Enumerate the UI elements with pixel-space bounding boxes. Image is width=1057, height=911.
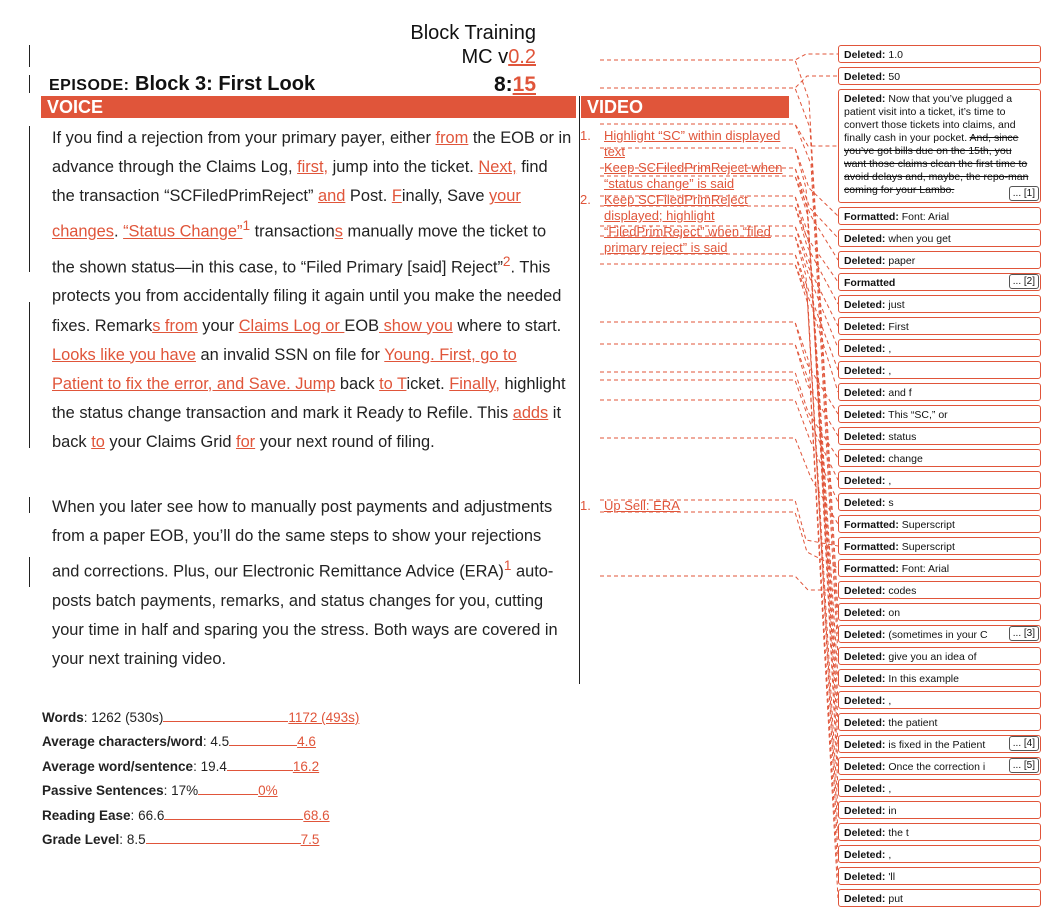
inserted-text: Young. First, go to Patient to fix the error, and Save. Jump (52, 345, 517, 393)
comment-text: change (888, 453, 923, 465)
comment-kind: Deleted: (844, 431, 886, 443)
inserted-text: first, (297, 158, 329, 177)
formatting-comment[interactable] (838, 273, 1041, 291)
deletion-comment[interactable] (838, 471, 1041, 489)
deletion-comment[interactable] (838, 669, 1041, 687)
stat-new-value: 7.5 (300, 832, 320, 848)
inserted-text: from (435, 129, 469, 147)
note-number (580, 160, 604, 192)
comment-kind: Deleted: (844, 49, 886, 61)
voice-paragraph-1 (52, 124, 572, 457)
change-underline (163, 721, 288, 722)
body-text: manually move the ticket to the shown status—in this case, to “Filed Primary [said] Reject” (52, 222, 547, 277)
inserted-text: “Status Change” (123, 222, 243, 241)
inserted-text: adds (512, 403, 549, 422)
inserted-text: Looks like you have (52, 345, 196, 364)
stat-old-value: 17% (171, 783, 199, 799)
stat-row: Average characters/word: 4.5 4.6 (42, 730, 359, 754)
expand-comment-button[interactable]: ... [3] (1009, 626, 1039, 641)
change-underline (146, 843, 301, 844)
stat-old-value: 19.4 (200, 758, 227, 774)
deletion-comment[interactable] (838, 427, 1041, 445)
comment-text: paper (888, 255, 916, 267)
comment-text: 1.0 (888, 49, 903, 61)
document-title: Block Training (410, 22, 536, 44)
stat-label: Passive Sentences (42, 783, 164, 799)
inserted-text: s (334, 222, 343, 241)
deletion-comment[interactable] (838, 867, 1041, 885)
body-text: icket. (406, 374, 450, 393)
inserted-text: to T (379, 374, 407, 393)
footnote-marker: 1 (242, 218, 251, 234)
body-text: auto-posts batch payments, remarks, and status changes for you, cutting your time in half and sparing you the stress. Both ways are covered in your next training video. (52, 562, 558, 668)
comment-kind: Deleted: (844, 607, 886, 619)
footnote-marker: 2 (502, 253, 511, 269)
readability-stats (42, 706, 359, 852)
stat-label: Grade Level (42, 832, 120, 848)
comment-kind: Deleted: (844, 717, 886, 729)
comment-kind: Deleted: (844, 849, 886, 861)
stat-row: Reading Ease: 66.6 68.6 (42, 804, 359, 828)
body-text: jump into the ticket. (328, 158, 479, 177)
comment-kind: Deleted: (844, 673, 886, 685)
episode-heading: EPISODE: Block 3: First Look (49, 73, 316, 95)
inserted-text: for (236, 432, 256, 451)
comment-text: status (888, 431, 917, 443)
comment-text: 50 (888, 71, 901, 83)
comment-kind: Deleted: (844, 343, 886, 355)
stat-new-value: 4.6 (297, 734, 316, 750)
comment-text: codes (888, 585, 917, 597)
deletion-comment[interactable] (838, 493, 1041, 511)
body-text: transaction (250, 222, 335, 241)
deletion-comment[interactable] (838, 45, 1041, 63)
body-text: . This protects you from accidentally filing it again until you make the needed fixes. Remark (52, 258, 562, 335)
deletion-comment[interactable] (838, 779, 1041, 797)
comment-kind: Formatted: (844, 211, 899, 223)
stat-label: Average characters/word (42, 734, 203, 750)
comment-kind: Deleted: (844, 255, 886, 267)
comment-text: on (888, 607, 901, 619)
body-text: Post. (345, 187, 392, 206)
stat-row: Words: 1262 (530s) 1172 (493s) (42, 706, 359, 730)
comment-kind: Deleted: (844, 761, 886, 773)
comment-text: the t (888, 827, 909, 839)
comment-text: First (888, 321, 909, 333)
note-text: Highlight “SC” within displayed text (604, 128, 781, 159)
body-text: it back (52, 403, 561, 451)
change-bar (29, 75, 30, 93)
expand-comment-button[interactable]: ... [5] (1009, 758, 1039, 773)
stat-label: Reading Ease (42, 807, 131, 823)
comment-kind: Deleted: (844, 695, 886, 707)
deletion-comment[interactable] (838, 251, 1041, 269)
stat-new-value: 0% (258, 783, 278, 799)
formatting-comment[interactable] (838, 207, 1041, 225)
inserted-text: Claims Log or (238, 316, 345, 335)
inserted-text: Next, (478, 158, 517, 177)
comment-text: Font: Arial (901, 211, 950, 223)
comment-struck-text: And, since you’ve got bills due on the 15th, you want those claims clean the first time to avoid delays and, maybe, the repo-man coming for your Lambo. (844, 132, 1029, 196)
body-text: an invalid SSN on file for (195, 345, 385, 364)
video-notes (580, 128, 795, 256)
comment-text: the patient (888, 717, 938, 729)
inserted-text: show you (379, 316, 453, 335)
video-note (580, 160, 795, 192)
comment-kind: Deleted: (844, 233, 886, 245)
comment-text: , (888, 783, 892, 795)
deletion-comment[interactable] (838, 405, 1041, 423)
comment-text: , (888, 343, 892, 355)
comment-kind: Deleted: (844, 783, 886, 795)
comment-kind: Deleted: (844, 453, 886, 465)
formatting-comment[interactable] (838, 537, 1041, 555)
stat-old-value: 66.6 (138, 807, 165, 823)
comment-text: This “SC,” or (888, 409, 948, 421)
stat-label: Average word/sentence (42, 758, 194, 774)
comment-kind: Deleted: (844, 893, 886, 905)
deletion-comment[interactable] (838, 823, 1041, 841)
comment-text: Superscript (901, 541, 955, 553)
comment-kind: Deleted: (844, 497, 886, 509)
duration-label: 8:15 (493, 73, 536, 96)
comment-text: (sometimes in your C (888, 629, 988, 641)
version-label: MC v0.2 (461, 46, 536, 68)
change-bar (29, 45, 30, 67)
deletion-comment[interactable] (838, 647, 1041, 665)
comment-text: Now that you’ve plugged a patient visit into a ticket, it’s time to convert those tickets into claims, and finally cash in your pocket. (844, 93, 1016, 144)
body-text: If you find a rejection from your primary payer, either (52, 129, 436, 147)
comment-text: In this example (888, 673, 959, 685)
comment-kind: Deleted: (844, 299, 886, 311)
footnote-marker: 1 (503, 558, 512, 574)
inserted-text: your changes (52, 187, 521, 241)
video-note (580, 192, 795, 256)
comment-text: , (888, 365, 892, 377)
comment-kind: Deleted: (844, 651, 886, 663)
body-text: your next round of filing. (255, 432, 435, 451)
comment-text: put (888, 893, 903, 905)
comment-kind: Deleted: (844, 475, 886, 487)
change-underline (229, 745, 297, 746)
deletion-comment[interactable] (838, 581, 1041, 599)
comment-kind: Deleted: (844, 805, 886, 817)
comment-text: , (888, 849, 892, 861)
note-number: 1. (580, 128, 591, 143)
comment-kind: Deleted: (844, 739, 886, 751)
stat-old-value: 4.5 (210, 734, 230, 750)
comment-text: Superscript (901, 519, 955, 531)
deletion-comment[interactable] (838, 67, 1041, 85)
stat-label: Words (42, 710, 84, 725)
comment-kind: Deleted: (844, 871, 886, 883)
deletion-comment[interactable] (838, 449, 1041, 467)
deletion-comment[interactable] (838, 735, 1041, 753)
deletion-comment[interactable] (838, 713, 1041, 731)
body-text: your (197, 316, 239, 335)
voice-column-header: VOICE (41, 96, 576, 118)
deletion-comment[interactable] (838, 691, 1041, 709)
inserted-text: and (317, 187, 346, 206)
video-notes-2 (580, 498, 795, 514)
comment-text: just (888, 299, 905, 311)
comment-text: , (888, 695, 892, 707)
change-bar (29, 497, 30, 513)
change-bar (29, 126, 30, 272)
expand-comment-button[interactable]: ... [2] (1009, 274, 1039, 289)
comment-kind: Deleted: (844, 409, 886, 421)
comment-kind: Formatted: (844, 519, 899, 531)
deletion-comment[interactable] (838, 757, 1041, 775)
deletion-comment[interactable] (838, 625, 1041, 643)
comment-kind: Deleted: (844, 321, 886, 333)
body-text: EOB (344, 316, 380, 335)
deletion-comment[interactable] (838, 295, 1041, 313)
comment-kind: Formatted (844, 277, 896, 289)
body-text: back (335, 374, 380, 393)
stat-new-value: 1172 (493s) (288, 710, 360, 725)
body-text: inally, Save (401, 187, 489, 206)
formatting-comment[interactable] (838, 515, 1041, 533)
note-text: Keep SCFiledPrimReject when “status change” is said (604, 160, 783, 191)
comment-kind: Deleted: (844, 387, 886, 399)
stat-old-value: 1262 (530s) (91, 710, 164, 725)
body-text: where to start. (452, 316, 562, 335)
body-text: find the transaction “SCFiledPrimReject” (52, 158, 548, 206)
comment-text: is fixed in the Patient (888, 739, 986, 751)
comment-kind: Formatted: (844, 541, 899, 553)
deletion-comment[interactable] (838, 229, 1041, 247)
deletion-comment[interactable] (838, 845, 1041, 863)
comment-kind: Deleted: (844, 827, 886, 839)
deletion-comment[interactable] (838, 361, 1041, 379)
deletion-comment[interactable] (838, 339, 1041, 357)
comment-text: s (888, 497, 894, 509)
stat-new-value: 68.6 (303, 807, 330, 823)
comment-text: and f (888, 387, 912, 399)
expand-comment-button[interactable]: ... [4] (1009, 736, 1039, 751)
note-number: 1. (580, 498, 591, 513)
comment-kind: Deleted: (844, 585, 886, 597)
deletion-comment[interactable] (838, 603, 1041, 621)
stat-old-value: 8.5 (126, 832, 146, 848)
inserted-text: Finally, (449, 374, 500, 393)
video-note (580, 128, 795, 160)
comment-text: when you get (888, 233, 951, 245)
note-number: 2. (580, 192, 591, 207)
comment-kind: Formatted: (844, 563, 899, 575)
deletion-comment[interactable] (838, 383, 1041, 401)
deletion-comment[interactable] (838, 889, 1041, 907)
change-bar (29, 557, 30, 587)
comment-text: 'll (888, 871, 896, 883)
comment-text: Font: Arial (901, 563, 950, 575)
body-text: . (113, 222, 124, 241)
stat-new-value: 16.2 (292, 758, 320, 774)
voice-paragraph-2 (52, 493, 572, 674)
comment-text: in (888, 805, 897, 817)
inserted-text: to (91, 432, 105, 451)
change-underline (164, 819, 303, 820)
deletion-comment[interactable] (838, 317, 1041, 335)
comment-kind: Deleted: (844, 93, 886, 105)
formatting-comment[interactable] (838, 559, 1041, 577)
body-text: your Claims Grid (104, 432, 237, 451)
body-text: highlight the status change transaction and mark it Ready to Refile. This (52, 374, 566, 422)
change-bar (29, 302, 30, 448)
stat-row: Passive Sentences: 17% 0% (42, 779, 359, 803)
note-text: Keep SCFiledPrimReject displayed; highlight “FiledPrimReject” when “filed primary reject” is said (604, 192, 771, 255)
comment-kind: Deleted: (844, 629, 886, 641)
deletion-comment[interactable] (838, 89, 1041, 203)
comment-kind: Deleted: (844, 71, 886, 83)
body-text: When you later see how to manually post payments and adjustments from a paper EOB, you’ll do the same steps to show your rejections and corrections. Plus, our Electronic Remittance Advice (ERA) (52, 498, 553, 581)
expand-comment-button[interactable]: ... [1] (1009, 186, 1039, 201)
stat-row: Average word/sentence: 19.4 16.2 (42, 755, 359, 779)
comment-text: give you an idea of (888, 651, 977, 663)
body-text: the EOB or in advance through the Claims Log, (52, 129, 572, 177)
video-column-header: VIDEO (581, 96, 789, 118)
inserted-text: s from (152, 316, 198, 335)
stat-row: Grade Level: 8.5 7.5 (42, 828, 359, 852)
comment-text: Once the correction i (888, 761, 986, 773)
tracked-changes-sidebar (838, 45, 1041, 911)
inserted-text: F (391, 187, 402, 206)
change-underline (227, 770, 293, 771)
note-text: Up Sell: ERA (604, 498, 680, 513)
comment-kind: Deleted: (844, 365, 886, 377)
video-note (580, 498, 795, 514)
comment-text: , (888, 475, 892, 487)
deletion-comment[interactable] (838, 801, 1041, 819)
change-underline (198, 794, 258, 795)
